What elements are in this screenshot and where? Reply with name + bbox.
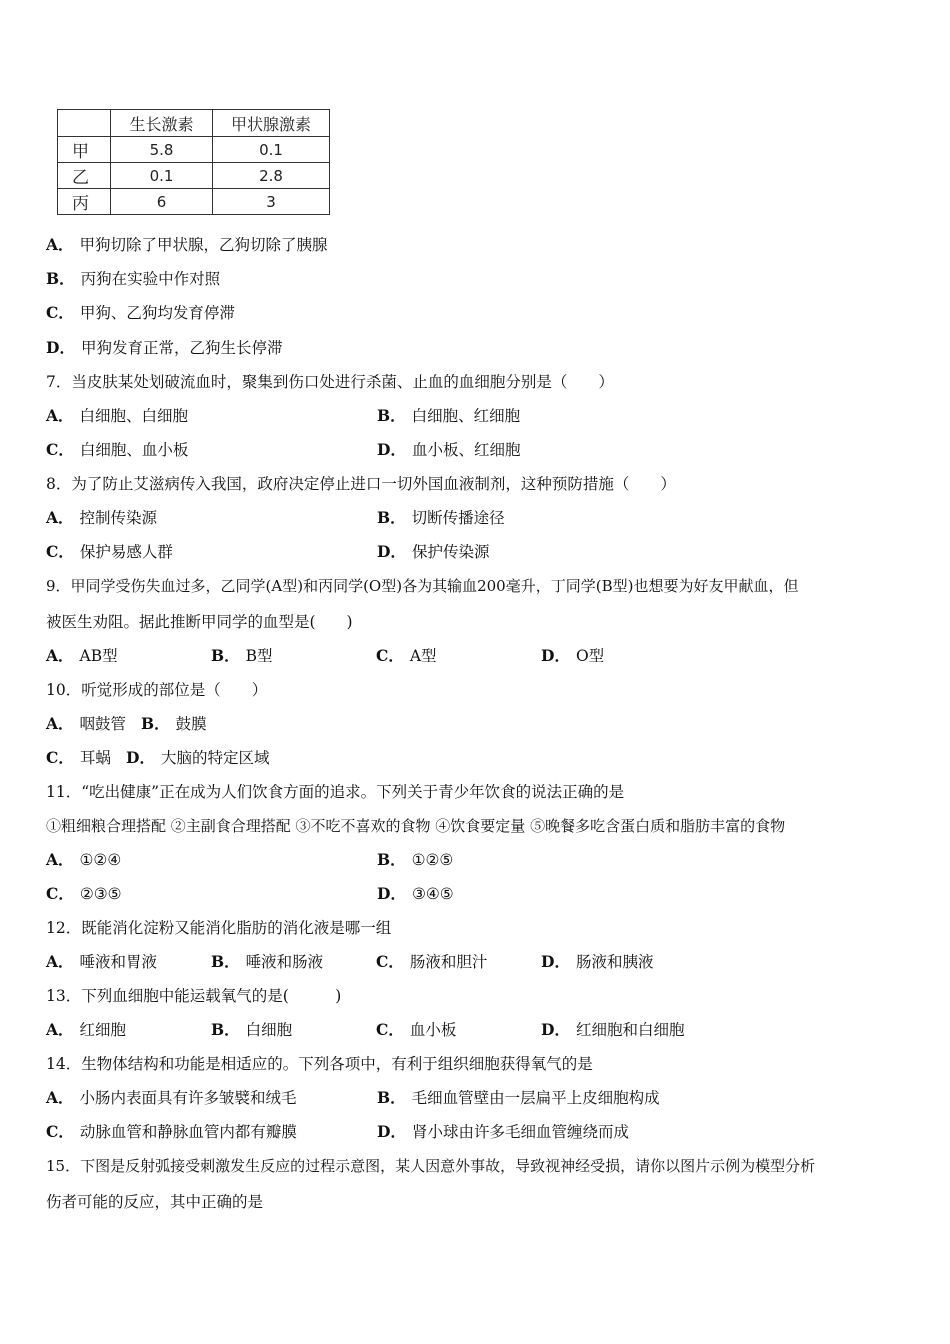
q13-option-b: B． 白细胞	[211, 1020, 293, 1039]
q8-option-c: C． 保护易感人群	[46, 542, 173, 561]
table-cell: 5.8	[111, 137, 213, 163]
q9-stem-line-1: 9．甲同学受伤失血过多，乙同学(A型)和丙同学(O型)各为其输血200毫升，丁同学(B型)也想要为好友甲献血，但	[46, 577, 799, 595]
q12-option-c: C． 肠液和胆汁	[376, 952, 488, 971]
q13-option-a: A． 红细胞	[46, 1020, 127, 1039]
q15-stem-line-1: 15．下图是反射弧接受刺激发生反应的过程示意图，某人因意外事故，导致视神经受损，请你以图片示例为模型分析	[46, 1157, 816, 1175]
q6-option-b: B． 丙狗在实验中作对照	[46, 269, 221, 288]
q9-option-a: A． AB型	[46, 646, 118, 665]
table-cell: 3	[213, 189, 330, 215]
q14-stem: 14．生物体结构和功能是相适应的。下列各项中，有利于组织细胞获得氧气的是	[46, 1055, 593, 1073]
q11-option-b: B． ①②⑤	[377, 850, 454, 869]
q12-option-b: B． 唾液和肠液	[211, 952, 324, 971]
table-row	[58, 189, 330, 215]
table-header-cell	[58, 110, 111, 137]
q13-stem: 13．下列血细胞中能运载氧气的是( )	[46, 987, 342, 1005]
q9-stem-line-2: 被医生劝阻。据此推断甲同学的血型是( )	[46, 613, 353, 631]
q8-option-d: D． 保护传染源	[377, 542, 490, 561]
q13-option-d: D． 红细胞和白细胞	[541, 1020, 685, 1039]
q6-option-c: C． 甲狗、乙狗均发育停滞	[46, 303, 235, 322]
q10-stem: 10．听觉形成的部位是（ ）	[46, 681, 268, 699]
table-cell: 6	[111, 189, 213, 215]
q7-option-a: A． 白细胞、白细胞	[46, 406, 189, 425]
q8-option-a: A． 控制传染源	[46, 508, 158, 527]
q12-option-a: A． 唾液和胃液	[46, 952, 158, 971]
q7-stem: 7．当皮肤某处划破流血时，聚集到伤口处进行杀菌、止血的血细胞分别是（ ）	[46, 373, 614, 391]
table-row-label: 丙	[58, 189, 111, 215]
q14-option-b: B． 毛细血管壁由一层扁平上皮细胞构成	[377, 1088, 660, 1107]
table-cell: 2.8	[213, 163, 330, 189]
table-cell: 0.1	[111, 163, 213, 189]
q14-option-a: A． 小肠内表面具有许多皱襞和绒毛	[46, 1088, 297, 1107]
table-header-cell: 生长激素	[111, 110, 213, 137]
q11-items: ①粗细粮合理搭配 ②主副食合理搭配 ③不吃不喜欢的食物 ④饮食要定量 ⑤晚餐多吃含蛋白质和脂肪丰富的食物	[46, 817, 786, 835]
q11-option-a: A． ①②④	[46, 850, 122, 869]
table-row	[58, 137, 330, 163]
q14-option-d: D． 肾小球由许多毛细血管缠绕而成	[377, 1122, 629, 1141]
table-row-label: 乙	[58, 163, 111, 189]
q11-stem: 11．“吃出健康”正在成为人们饮食方面的追求。下列关于青少年饮食的说法正确的是	[46, 783, 625, 801]
table-cell: 0.1	[213, 137, 330, 163]
q10-option-a: A． 咽鼓管	[46, 714, 127, 733]
table-header-row	[58, 110, 330, 137]
table-row-label: 甲	[58, 137, 111, 163]
q7-option-c: C． 白细胞、血小板	[46, 440, 189, 459]
q8-stem: 8．为了防止艾滋病传入我国，政府决定停止进口一切外国血液制剂，这种预防措施（ ）	[46, 475, 676, 493]
q6-option-a: A． 甲狗切除了甲状腺，乙狗切除了胰腺	[46, 235, 328, 254]
q7-option-d: D． 血小板、红细胞	[377, 440, 521, 459]
hormone-table	[57, 109, 330, 215]
q7-option-b: B． 白细胞、红细胞	[377, 406, 521, 425]
q10-option-b: B． 鼓膜	[141, 714, 207, 733]
q10-option-d: D． 大脑的特定区域	[126, 748, 270, 767]
q14-option-c: C． 动脉血管和静脉血管内都有瓣膜	[46, 1122, 297, 1141]
q13-option-c: C． 血小板	[376, 1020, 457, 1039]
q11-option-d: D． ③④⑤	[377, 884, 454, 903]
q15-stem-line-2: 伤者可能的反应，其中正确的是	[46, 1193, 264, 1211]
q9-option-b: B． B型	[211, 646, 273, 665]
q9-option-d: D． O型	[541, 646, 605, 665]
q6-option-d: D． 甲狗发育正常，乙狗生长停滞	[46, 338, 283, 357]
table-row	[58, 163, 330, 189]
table-header-cell: 甲状腺激素	[213, 110, 330, 137]
q9-option-c: C． A型	[376, 646, 437, 665]
q12-option-d: D． 肠液和胰液	[541, 952, 654, 971]
q10-option-c: C． 耳蜗	[46, 748, 111, 767]
q12-stem: 12．既能消化淀粉又能消化脂肪的消化液是哪一组	[46, 919, 392, 937]
q8-option-b: B． 切断传播途径	[377, 508, 505, 527]
q11-option-c: C． ②③⑤	[46, 884, 122, 903]
